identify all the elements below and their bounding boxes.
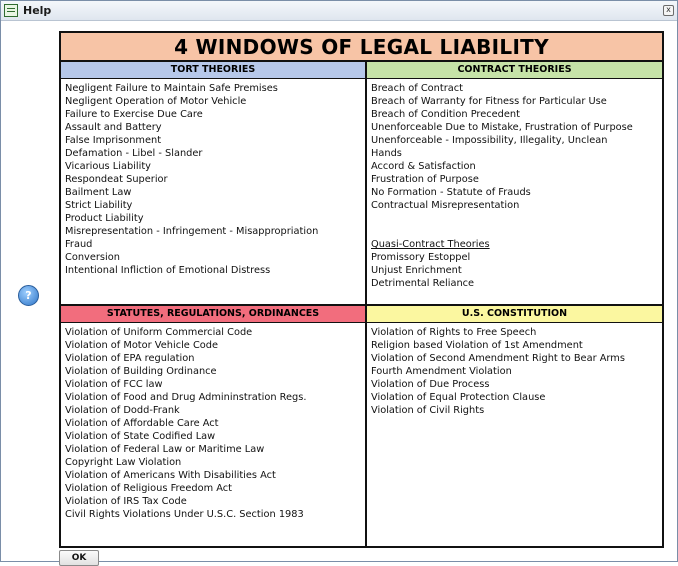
- window-title: Help: [23, 4, 52, 17]
- ok-button[interactable]: OK: [59, 550, 99, 566]
- liability-board: [59, 31, 664, 548]
- constitution-panel: [367, 304, 662, 548]
- app-icon: [4, 4, 18, 17]
- list-item: Copyright Law Violation: [65, 457, 182, 468]
- statutes-panel: [61, 304, 367, 548]
- list-item: Violation of IRS Tax Code: [65, 496, 187, 507]
- main-title: 4 WINDOWS OF LEGAL LIABILITY: [61, 33, 662, 62]
- quasi-contract-subheading: Quasi-Contract Theories: [371, 239, 490, 250]
- list-item: Negligent Failure to Maintain Safe Premises: [65, 83, 278, 94]
- list-item: Contractual Misrepresentation: [371, 200, 520, 211]
- list-item: Breach of Contract: [371, 83, 463, 94]
- list-item: Conversion: [65, 252, 120, 263]
- list-item: Violation of Uniform Commercial Code: [65, 327, 253, 338]
- tort-theories-list: [61, 79, 365, 277]
- list-spacer: [371, 225, 662, 238]
- statutes-list: [61, 323, 365, 521]
- list-item: Unenforceable - Impossibility, Illegality, Unclean: [371, 135, 608, 146]
- list-item: Product Liability: [65, 213, 144, 224]
- title-bar[interactable]: [1, 1, 677, 21]
- list-item: Failure to Exercise Due Care: [65, 109, 203, 120]
- list-item: Violation of Affordable Care Act: [65, 418, 219, 429]
- tort-theories-panel: [61, 62, 367, 304]
- list-item: Breach of Condition Precedent: [371, 109, 520, 120]
- contract-theories-list: [367, 79, 662, 290]
- list-item: Misrepresentation - Infringement - Misappropriation: [65, 226, 319, 237]
- list-item: Hands: [371, 148, 402, 159]
- list-item: No Formation - Statute of Frauds: [371, 187, 531, 198]
- list-item: Vicarious Liability: [65, 161, 151, 172]
- list-item: Civil Rights Violations Under U.S.C. Section 1983: [65, 509, 304, 520]
- list-item: Fraud: [65, 239, 93, 250]
- help-question-icon[interactable]: ?: [18, 285, 39, 306]
- list-item: Violation of Rights to Free Speech: [371, 327, 537, 338]
- list-item: Unjust Enrichment: [371, 265, 462, 276]
- list-item: Violation of Federal Law or Maritime Law: [65, 444, 265, 455]
- list-item: Violation of Motor Vehicle Code: [65, 340, 219, 351]
- constitution-list: [367, 323, 662, 417]
- list-item: Violation of Civil Rights: [371, 405, 485, 416]
- list-item: Violation of Building Ordinance: [65, 366, 217, 377]
- list-item: Bailment Law: [65, 187, 132, 198]
- list-item: Breach of Warranty for Fitness for Particular Use: [371, 96, 607, 107]
- list-item: Violation of Americans With Disabilities Act: [65, 470, 276, 481]
- list-item: Violation of EPA regulation: [65, 353, 195, 364]
- list-item: Assault and Battery: [65, 122, 162, 133]
- tort-theories-heading: TORT THEORIES: [61, 62, 365, 79]
- list-item: Defamation - Libel - Slander: [65, 148, 203, 159]
- statutes-heading: STATUTES, REGULATIONS, ORDINANCES: [61, 306, 365, 323]
- list-item: Violation of FCC law: [65, 379, 163, 390]
- list-item: False Imprisonment: [65, 135, 162, 146]
- contract-theories-panel: [367, 62, 662, 304]
- list-item: Negligent Operation of Motor Vehicle: [65, 96, 247, 107]
- list-item: Unenforceable Due to Mistake, Frustration of Purpose: [371, 122, 633, 133]
- list-item: Detrimental Reliance: [371, 278, 475, 289]
- list-item: Promissory Estoppel: [371, 252, 471, 263]
- list-item: Violation of Dodd-Frank: [65, 405, 180, 416]
- list-item: Violation of Food and Drug Admininstration Regs.: [65, 392, 307, 403]
- list-item: Violation of Second Amendment Right to Bear Arms: [371, 353, 625, 364]
- list-item: Religion based Violation of 1st Amendment: [371, 340, 583, 351]
- constitution-heading: U.S. CONSTITUTION: [367, 306, 662, 323]
- contract-theories-heading: CONTRACT THEORIES: [367, 62, 662, 79]
- list-item: Frustration of Purpose: [371, 174, 479, 185]
- list-item: Intentional Infliction of Emotional Distress: [65, 265, 271, 276]
- list-item: Strict Liability: [65, 200, 133, 211]
- list-item: Violation of Religious Freedom Act: [65, 483, 232, 494]
- list-item: Violation of Equal Protection Clause: [371, 392, 546, 403]
- list-item: Violation of State Codified Law: [65, 431, 216, 442]
- list-item: Accord & Satisfaction: [371, 161, 476, 172]
- close-button[interactable]: x: [663, 5, 674, 16]
- list-item: Fourth Amendment Violation: [371, 366, 512, 377]
- list-spacer: [371, 212, 662, 225]
- list-item: Respondeat Superior: [65, 174, 168, 185]
- list-item: Violation of Due Process: [371, 379, 490, 390]
